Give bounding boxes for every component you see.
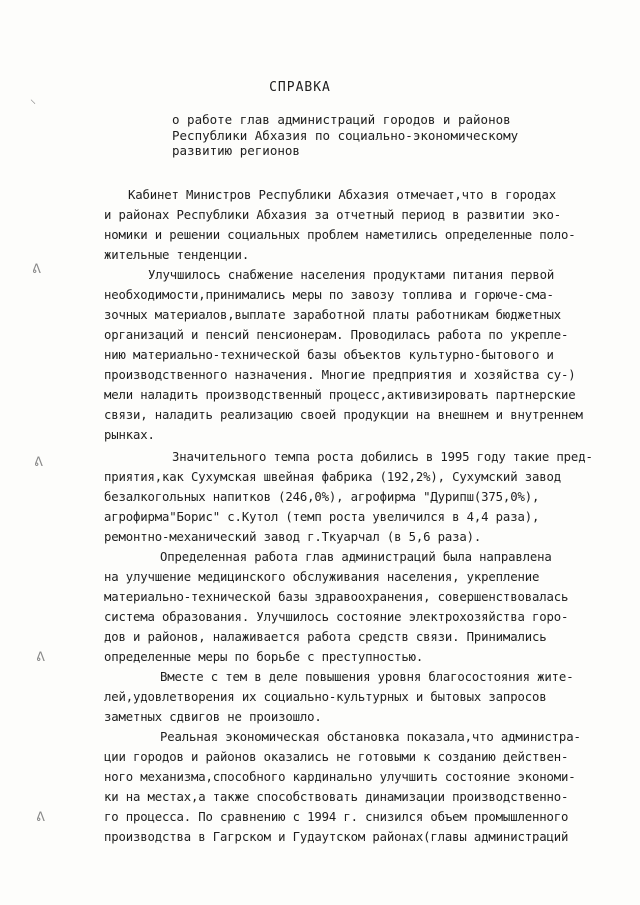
body-line: приятия,как Сухумская швейная фабрика (192,2%), Сухумский завод <box>104 470 561 484</box>
document-subtitle <box>172 112 612 159</box>
body-line: Определенная работа глав администраций была направлена <box>160 550 552 564</box>
body-line: Значительного темпа роста добились в 1995 году такие пред- <box>172 450 593 464</box>
body-line: жительные тенденции. <box>104 248 250 262</box>
margin-mark: ᕕ <box>34 455 43 470</box>
body-line: Вместе с тем в деле повышения уровня благосостояния жите- <box>160 670 574 684</box>
body-line: на улучшение медицинского обслуживания населения, укрепление <box>104 570 540 584</box>
body-line: организаций и пенсий пенсионерам. Проводилась работа по укрепле- <box>104 328 569 342</box>
body-line: мели наладить производственный процесс,активизировать партнерские <box>104 388 576 402</box>
body-line: и районах Республики Абхазия за отчетный период в развитии эко- <box>104 208 561 222</box>
body-line: производственного назначения. Многие предприятия и хозяйства су-) <box>104 368 576 382</box>
body-line: го процесса. По сравнению с 1994 г. снизился объем промышленного <box>104 810 569 824</box>
body-line: зочных материалов,выплате заработной платы работникам бюджетных <box>104 308 561 322</box>
body-line: безалкогольных напитков (246,0%), агрофирма "Дурипш(375,0%), <box>104 490 540 504</box>
body-line: агрофирма"Борис" с.Кутол (темп роста увеличился в 4,4 раза), <box>104 510 540 524</box>
body-line: ремонтно-механический завод г.Ткуарчал (в 5,6 раза). <box>104 530 482 544</box>
margin-mark: ᕕ <box>36 650 45 665</box>
body-line: номики и решении социальных проблем наметились определенные поло- <box>104 228 576 242</box>
body-line: дов и районов, налаживается работа средств связи. Принимались <box>104 630 547 644</box>
body-line: лей,удовлетворения их социально-культурных и бытовых запросов <box>104 690 547 704</box>
body-line: ции городов и районов оказались не готовыми к созданию действен- <box>104 750 569 764</box>
body-line: материально-технической базы здравоохранения, совершенствовалась <box>104 590 569 604</box>
body-line: ного механизма,способного кардинально улучшить состояние экономи- <box>104 770 576 784</box>
body-line: связи, наладить реализацию своей продукции на внешнем и внутреннем <box>104 408 583 422</box>
document-title: СПРАВКА <box>269 80 331 95</box>
body-line: необходимости,принимались меры по завозу топлива и горюче-сма- <box>104 288 554 302</box>
body-line: Реальная экономическая обстановка показала,что администра- <box>160 730 581 744</box>
margin-mark: ⸜ <box>30 92 37 106</box>
body-line: система образования. Улучшилось состояние электрохозяйства горо- <box>104 610 569 624</box>
margin-mark: ᕕ <box>32 262 41 277</box>
subtitle-line: Республики Абхазия по социально-экономическому <box>172 127 519 143</box>
body-line: рынках. <box>104 428 155 442</box>
subtitle-line: развитию регионов <box>172 143 300 158</box>
margin-mark: ᕕ <box>36 810 45 825</box>
body-line: производства в Гагрском и Гудаутском районах(главы администраций <box>104 830 569 844</box>
body-line: ки на местах,а также способствовать динамизации производственно- <box>104 790 569 804</box>
body-line: Кабинет Министров Республики Абхазия отмечает,что в городах <box>128 188 556 202</box>
body-line: заметных сдвигов не произошло. <box>104 710 322 724</box>
body-line: определенные меры по борьбе с преступностью. <box>104 650 424 664</box>
subtitle-line: о работе глав администраций городов и районов <box>172 112 511 127</box>
body-line: нию материально-технической базы объектов культурно-бытового и <box>104 348 554 362</box>
body-line: Улучшилось снабжение населения продуктами питания первой <box>148 268 555 282</box>
